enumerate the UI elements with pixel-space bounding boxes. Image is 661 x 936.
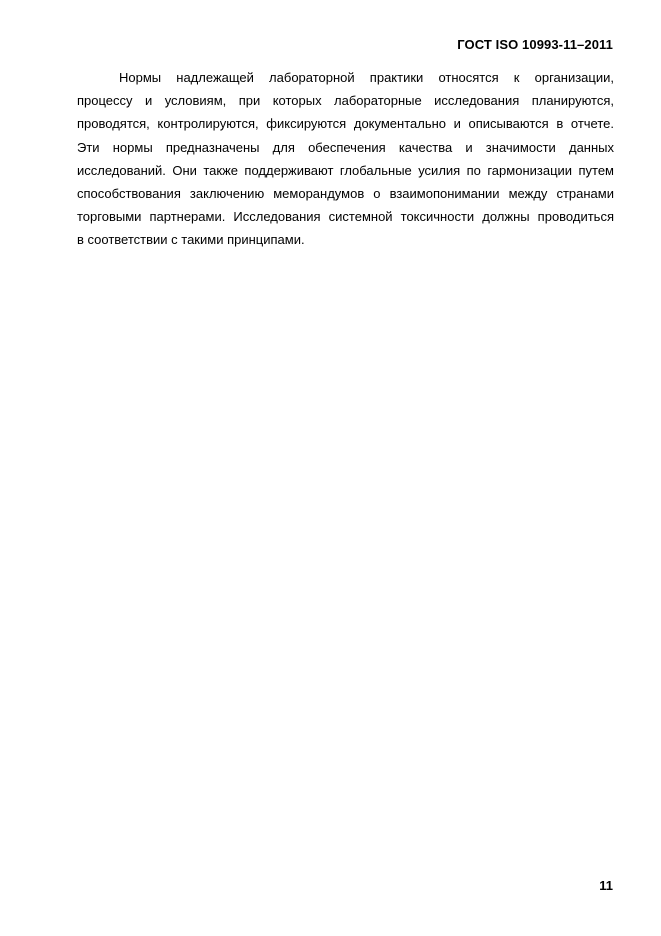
paragraph-line: исследований. Они также поддерживают глобальные усилия по гармонизации путем [77, 162, 614, 178]
paragraph-line: Эти нормы предназначены для обеспечения качества и значимости данных [77, 139, 614, 155]
paragraph-line: процессу и условиям, при которых лабораторные исследования планируются, [77, 93, 614, 109]
paragraph-line: Нормы надлежащей лабораторной практики относятся к организации, [119, 70, 614, 85]
paragraph-line: в соответствии с такими принципами. [77, 232, 305, 248]
page-number: 11 [599, 878, 613, 893]
paragraph-line: торговыми партнерами. Исследования системной токсичности должны проводиться [77, 209, 614, 225]
document-code-header: ГОСТ ISO 10993-11–2011 [457, 37, 613, 52]
body-paragraph [77, 66, 614, 252]
paragraph-line: проводятся, контролируются, фиксируются документально и описываются в отчете. [77, 116, 614, 132]
paragraph-line: способствования заключению меморандумов о взаимопонимании между странами [77, 185, 614, 201]
